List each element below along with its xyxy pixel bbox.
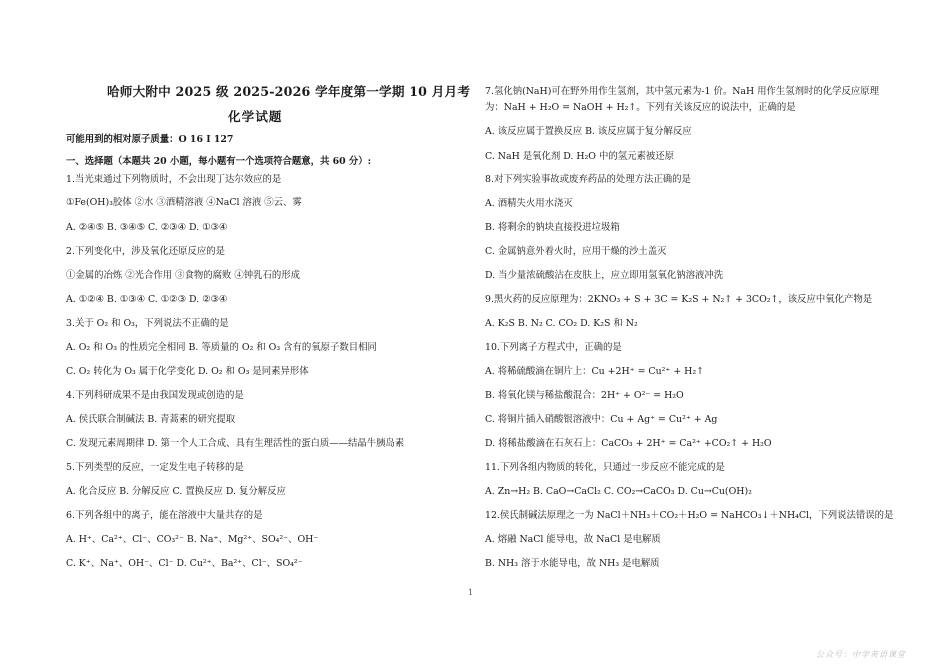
question-7-cont: 为：NaH + H₂O = NaOH + H₂↑。下列有关该反应的说法中，正确的是 [485, 102, 796, 113]
question-2-options: A. ①②④ B. ①③④ C. ①②③ D. ②③④ [66, 294, 228, 305]
question-12: 12.侯氏制碱法原理之一为 NaCl＋NH₃＋CO₂＋H₂O = NaHCO₃↓＋NH₄Cl，下列说法错误的是 [485, 510, 894, 521]
question-8: 8.对下列实验事故或废弃药品的处理方法正确的是 [485, 174, 691, 185]
question-12-option-a: A. 熔融 NaCl 能导电，故 NaCl 是电解质 [485, 534, 661, 545]
question-11: 11.下列各组内物质的转化，只通过一步反应不能完成的是 [485, 462, 725, 473]
question-3-options-cd: C. O₂ 转化为 O₃ 属于化学变化 D. O₂ 和 O₃ 是同素异形体 [66, 366, 309, 377]
question-2: 2.下列变化中，涉及氧化还原反应的是 [66, 246, 225, 257]
question-7: 7.氢化钠(NaH)可在野外用作生氢剂，其中氢元素为-1 价。NaH 用作生氢剂时的化学反应原理 [485, 86, 880, 97]
question-10: 10.下列离子方程式中，正确的是 [485, 342, 622, 353]
question-1: 1.当光束通过下列物质时，不会出现丁达尔效应的是 [66, 174, 282, 185]
exam-title: 哈师大附中 2025 级 2025-2026 学年度第一学期 10 月月考 [107, 84, 471, 99]
question-8-option-a: A. 酒精失火用水浇灭 [485, 198, 573, 209]
page-number: 1 [468, 588, 474, 597]
question-4-options-cd: C. 发现元素周期律 D. 第一个人工合成、具有生理活性的蛋白质——结晶牛胰岛素 [66, 438, 405, 449]
question-6: 6.下列各组中的离子，能在溶液中大量共存的是 [66, 510, 263, 521]
question-7-options-ab: A. 该反应属于置换反应 B. 该反应属于复分解反应 [485, 126, 692, 137]
question-1-items: ①Fe(OH)₃胶体 ②水 ③酒精溶液 ④NaCl 溶液 ⑤云、雾 [66, 197, 302, 208]
question-8-option-c: C. 金属钠意外着火时，应用干燥的沙土盖灭 [485, 246, 667, 257]
question-10-option-a: A. 将稀硫酸滴在铜片上：Cu +2H⁺ = Cu²⁺ + H₂↑ [485, 366, 704, 377]
question-12-option-b: B. NH₃ 溶于水能导电，故 NH₃ 是电解质 [485, 558, 660, 569]
question-5: 5.下列类型的反应，一定发生电子转移的是 [66, 462, 244, 473]
question-10-option-d: D. 将稀盐酸滴在石灰石上：CaCO₃ + 2H⁺ = Ca²⁺ +CO₂↑ + H₂O [485, 438, 772, 449]
question-3: 3.关于 O₂ 和 O₃，下列说法不正确的是 [66, 318, 229, 329]
question-8-option-d: D. 当少量浓硫酸沾在皮肤上，应立即用氢氧化钠溶液冲洗 [485, 270, 724, 281]
question-5-options: A. 化合反应 B. 分解反应 C. 置换反应 D. 复分解反应 [66, 486, 286, 497]
question-10-option-c: C. 将铜片插入硝酸银溶液中：Cu + Ag⁺ = Cu²⁺ + Ag [485, 414, 718, 425]
watermark: 公众号：中学英语课堂 [816, 650, 906, 659]
question-4-options-ab: A. 侯氏联合制碱法 B. 青蒿素的研究提取 [66, 414, 236, 425]
question-10-option-b: B. 将氧化镁与稀盐酸混合：2H⁺ + O²⁻ = H₂O [485, 390, 684, 401]
question-9: 9.黑火药的反应原理为：2KNO₃ + S + 3C = K₂S + N₂↑ + 3CO₂↑，该反应中氧化产物是 [485, 294, 873, 305]
exam-subtitle: 化学试题 [228, 109, 283, 124]
question-3-options-ab: A. O₂ 和 O₃ 的性质完全相同 B. 等质量的 O₂ 和 O₃ 含有的氧原子数目相同 [66, 342, 377, 353]
question-9-options: A. K₂S B. N₂ C. CO₂ D. K₂S 和 N₂ [485, 318, 638, 329]
question-6-options-ab: A. H⁺、Ca²⁺、Cl⁻、CO₃²⁻ B. Na⁺、Mg²⁺、SO₄²⁻、OH⁻ [66, 534, 319, 545]
section-heading: 一、选择题（本题共 20 小题，每小题有一个选项符合题意，共 60 分）: [66, 156, 372, 167]
question-2-items: ①金属的冶炼 ②光合作用 ③食物的腐败 ④钟乳石的形成 [66, 270, 300, 281]
question-7-options-cd: C. NaH 是氧化剂 D. H₂O 中的氢元素被还原 [485, 151, 674, 162]
question-6-options-cd: C. K⁺、Na⁺、OH⁻、Cl⁻ D. Cu²⁺、Ba²⁺、Cl⁻、SO₄²⁻ [66, 558, 303, 569]
question-1-options: A. ②④⑤ B. ③④⑤ C. ②③④ D. ①③④ [66, 222, 228, 233]
question-11-options: A. Zn→H₂ B. CaO→CaCl₂ C. CO₂→CaCO₃ D. Cu→Cu(OH)₂ [485, 486, 752, 497]
atomic-masses: 可能用到的相对原子质量：O 16 I 127 [66, 134, 234, 145]
question-8-option-b: B. 将剩余的钠块直接投进垃圾箱 [485, 222, 620, 233]
question-4: 4.下列科研成果不是由我国发现或创造的是 [66, 390, 244, 401]
